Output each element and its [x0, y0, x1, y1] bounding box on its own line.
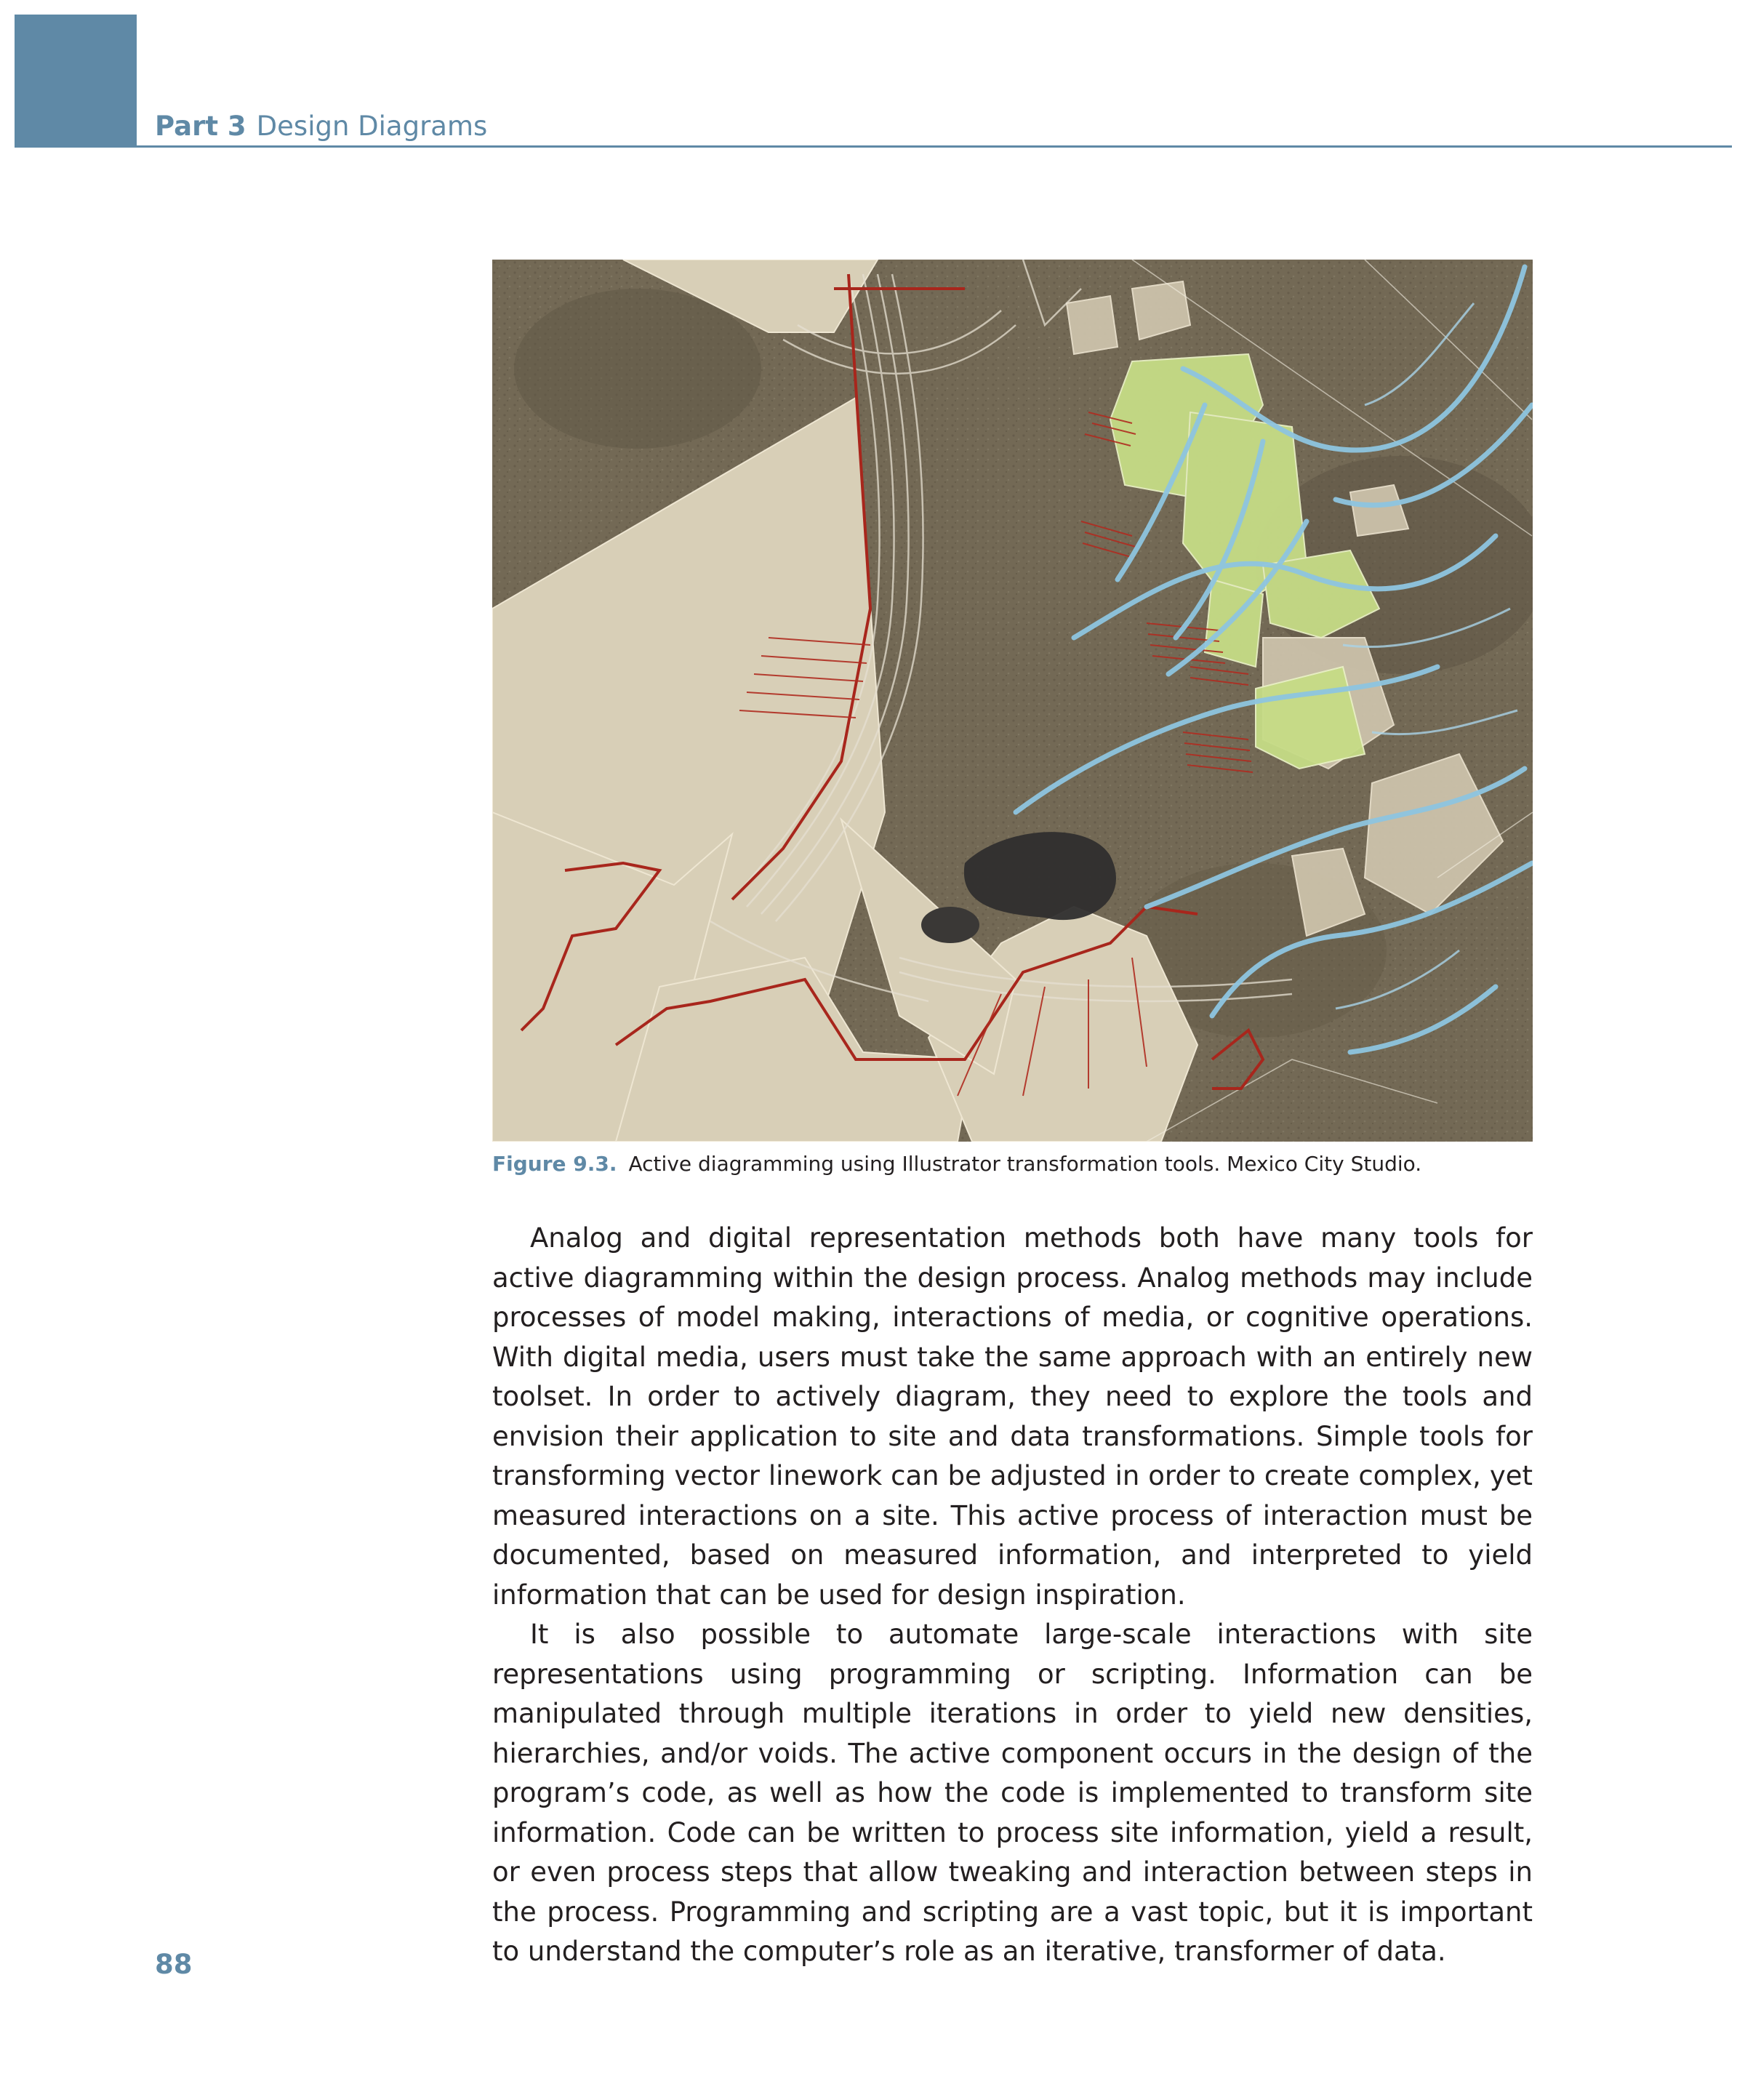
section-title: Design Diagrams [256, 111, 488, 142]
page-number: 88 [155, 1949, 193, 1980]
paragraph-2: It is also possible to automate large-scale interactions with site representations using programming or scripting. Information can be manipulated through multiple iterations in order to yield new densities, hierarchies, and/or voids. The active component occurs in the design of the program’s code, as well as how the code is implemented to transform site information. Code can be written to process site information, yield a result, or even process steps that allow tweaking and interaction between steps in the process. Programming and scripting are a vast topic, but it is important to understand the computer’s role as an iterative, transformer of data. [492, 1619, 1533, 1967]
figure-caption [492, 1150, 1533, 1179]
body-text [492, 1219, 1533, 1972]
running-head [155, 109, 487, 144]
aerial-map-diagram-icon [492, 260, 1533, 1142]
figure-label: Figure 9.3. [492, 1152, 617, 1176]
figure-image [492, 260, 1533, 1142]
header-tab-block [15, 15, 137, 147]
part-label: Part 3 [155, 111, 246, 142]
figure-caption-text: Active diagramming using Illustrator transformation tools. Mexico City Studio. [628, 1152, 1422, 1176]
paragraph-1: Analog and digital representation methods both have many tools for active diagramming within the design process. Analog methods may include processes of model making, interactions of media, or cognitive operations. With digital media, users must take the same approach with an entirely new toolset. In order to actively diagram, they need to explore the tools and envision their application to site and data transformations. Simple tools for transforming vector linework can be adjusted in order to create complex, yet measured interactions on a site. This active process of interaction must be documented, based on measured information, and interpreted to yield information that can be used for design inspiration. [492, 1222, 1533, 1611]
header-rule [15, 145, 1732, 148]
